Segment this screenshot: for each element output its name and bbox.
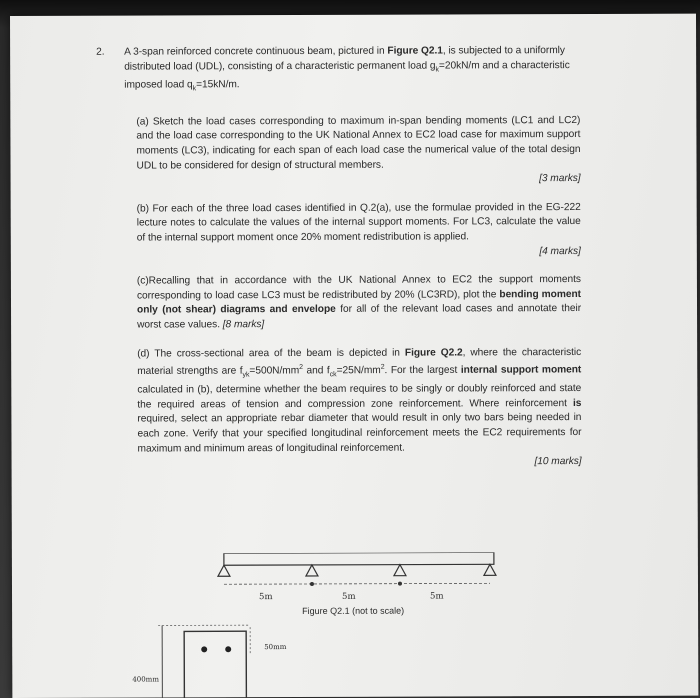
part-b-text: For each of the three load cases identified in Q.2(a), use the formulae provided in the EG-222 lecture notes to calculate the values of the internal support moments. For LC3, calculate the value of the internal support moment once 20% moment redistribution is applied. [136, 201, 581, 244]
support-2 [306, 565, 318, 576]
part-d-marks-line [138, 455, 582, 471]
part-c-marks: [8 marks] [222, 319, 265, 331]
part-d-figure-ref: Figure Q2.2 [404, 346, 463, 359]
part-d-text-d: and f [302, 365, 330, 377]
dim-node-2 [398, 582, 402, 586]
section-outline [184, 631, 246, 698]
intro-sub-2: k [192, 85, 197, 93]
dim-node-1 [310, 582, 314, 586]
part-d-text-a: The cross-sectional area of the beam is depicted in [154, 347, 405, 360]
cross-section-diagram [122, 623, 322, 698]
beam-outline [224, 552, 494, 565]
part-b-marks-line [137, 245, 581, 261]
question-intro [124, 44, 580, 97]
support-4 [484, 564, 496, 575]
part-d-sup-2: 2 [380, 363, 385, 371]
rebar-2 [225, 646, 231, 652]
height-dimension-label: 400mm [132, 675, 159, 684]
part-c-label: (c) [136, 275, 149, 287]
part-d [137, 346, 581, 472]
rebar-1 [201, 646, 207, 652]
part-d-text-b: , where the characteristic material strengths are f [137, 346, 582, 378]
intro-figure-ref: Figure Q2.1 [387, 45, 443, 57]
part-a-text: Sketch the load cases corresponding to maximum in-span bending moments (LC1 and LC2) and the load case corresponding to the UK National Annex to EC2 load case for maximum support moments (LC3), indicating for each span of each load case the numerical value of the total design UDL to be considered for design of structural members. [136, 114, 581, 172]
part-d-sup-1: 2 [299, 364, 303, 372]
part-b-label: (b) [136, 203, 150, 215]
part-d-text-g: calculated in (b), determine whether the beam requires to be singly or doubly reinforced and state the required areas of tension and compression zone reinforcement. Where reinforcement [137, 383, 582, 411]
span-label-2: 5m [342, 591, 356, 602]
part-b-marks: [4 marks] [539, 245, 581, 257]
part-d-text-c: =500N/mm [249, 365, 300, 377]
intro-sub-1: k [435, 66, 439, 74]
part-b [137, 201, 581, 261]
cross-section-svg [122, 623, 322, 698]
support-1 [218, 565, 230, 576]
intro-text-1: A 3-span reinforced concrete continuous beam, pictured in [124, 45, 388, 58]
part-d-sub-yk: yk [242, 371, 250, 379]
part-d-label: (d) [137, 348, 150, 360]
support-3 [394, 565, 406, 576]
question-number: 2. [96, 46, 105, 58]
intro-text-2: , is subjected to a uniformly distributed load (UDL), consisting of a characteristic permanent load g [124, 45, 565, 73]
part-d-marks: [10 marks] [534, 456, 582, 468]
part-c-text-b: for all of the relevant load cases and annotate their worst case values. [137, 303, 582, 331]
part-d-sub-ck: ck [329, 371, 337, 379]
dimension-line [224, 583, 490, 584]
span-label-1: 5m [259, 592, 273, 603]
cover-dimension-label: 50mm [264, 643, 287, 652]
part-a [136, 114, 580, 189]
span-label-3: 5m [430, 591, 444, 602]
part-d-text-e: =25N/mm [336, 365, 381, 377]
part-d-text-h: required, select an appropriate rebar diameter that would result in only two bars being needed in each zone. Verify that your specified longitudinal reinforcement meets the EC2 requirements for maximum and minimum areas of longitudinal reinforcement. [137, 412, 582, 455]
figure-q2-1-caption: Figure Q2.1 (not to scale) [302, 605, 405, 616]
part-d-bold: internal support moment [460, 364, 582, 376]
question-content [96, 44, 582, 485]
part-c-bold: bending moment only (not shear) diagrams and envelope [137, 288, 581, 316]
part-c [137, 273, 581, 333]
part-a-label: (a) [136, 116, 149, 128]
part-a-marks-line [137, 172, 581, 188]
part-c-text-a: Recalling that in accordance with the UK National Annex to EC2 the support moments corresponding to load case LC3 must be redistributed by 20% (LC3RD), plot the [136, 274, 581, 302]
part-a-marks: [3 marks] [539, 173, 581, 185]
intro-text-3: =20kN/m and a characteristic imposed load q [124, 59, 570, 91]
part-d-bold-is: is [572, 397, 582, 409]
intro-text-4: =15kN/m. [196, 79, 240, 91]
part-d-text-f: . For the largest [384, 364, 461, 377]
exam-paper [10, 14, 698, 698]
